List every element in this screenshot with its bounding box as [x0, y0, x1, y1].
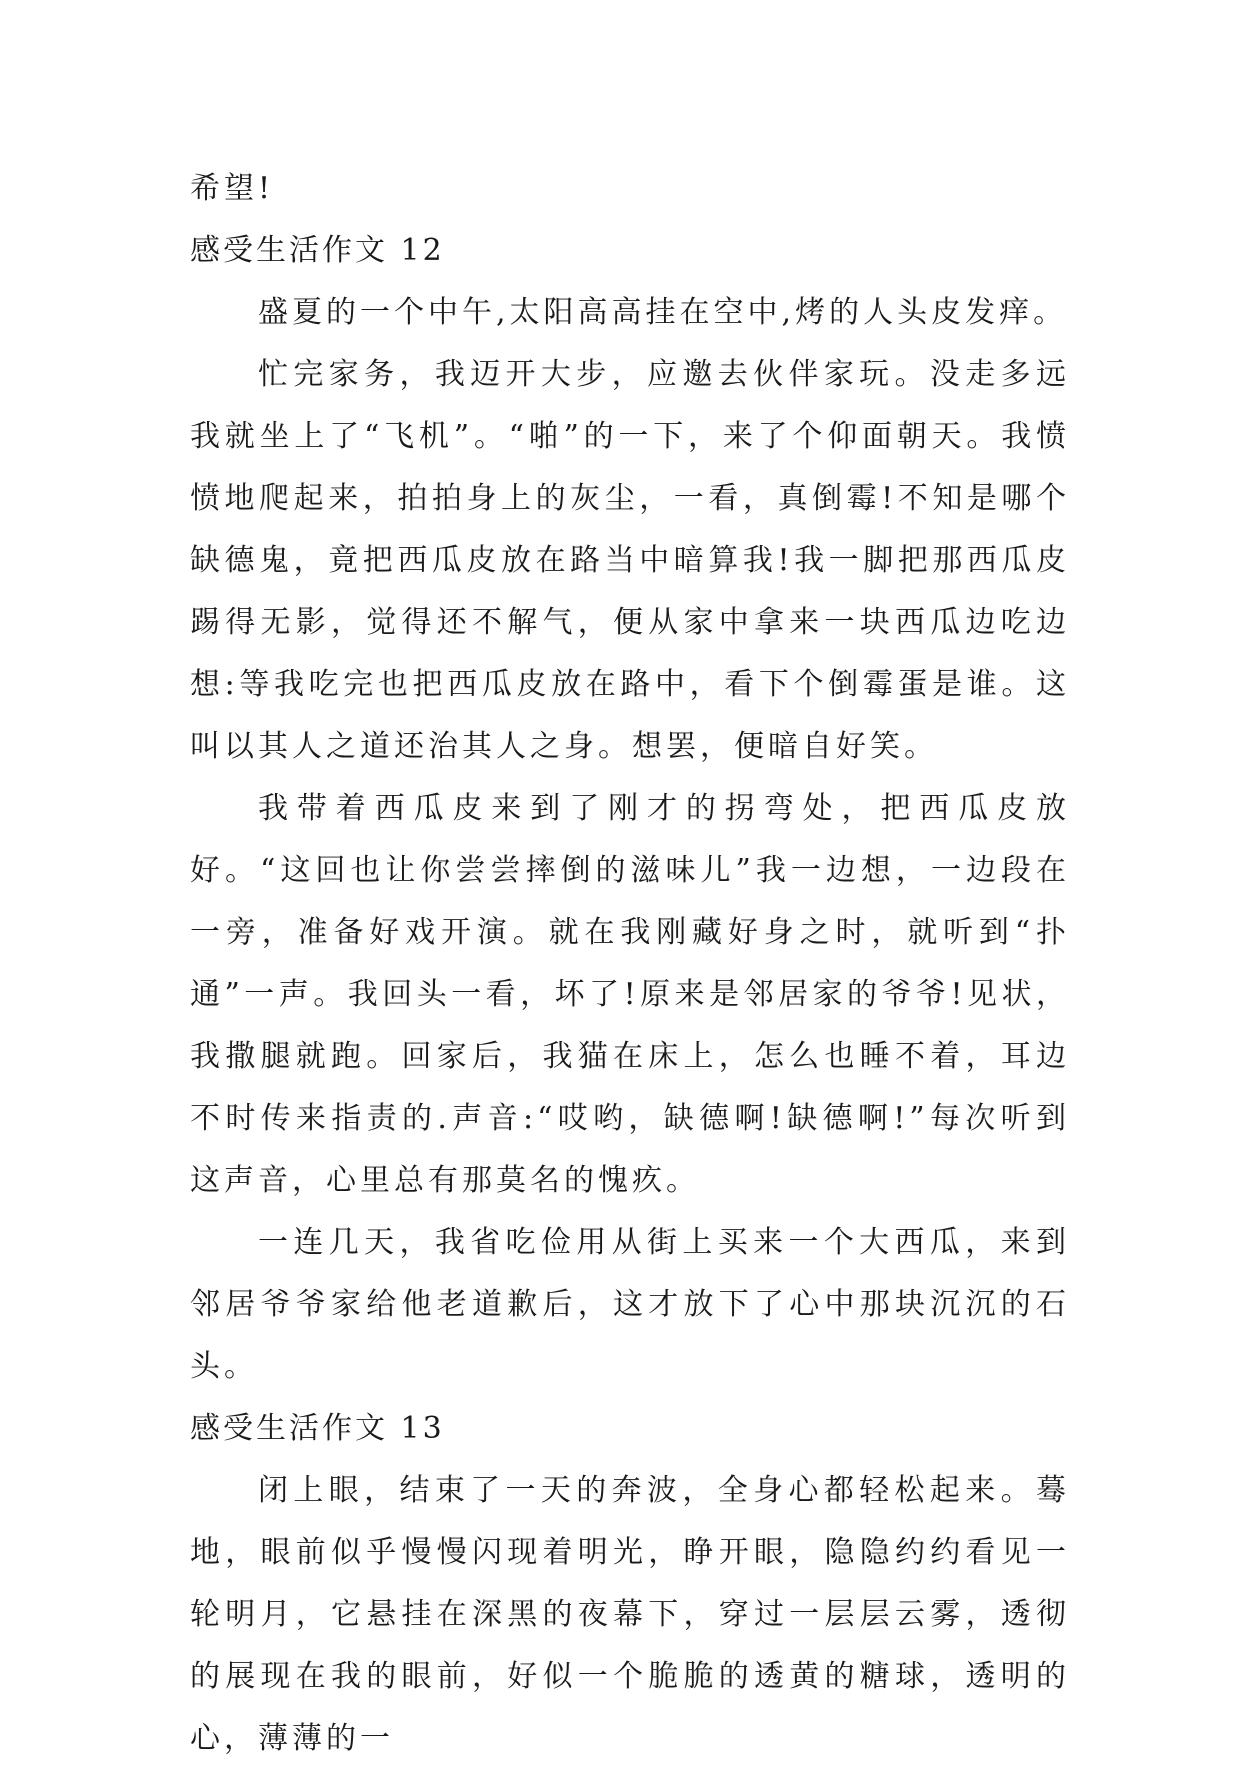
paragraph-slip-on-watermelon: 忙完家务，我迈开大步，应邀去伙伴家玩。没走多远我就坐上了“飞机”。“啪”的一下，来了个仰面朝天。我愤愤地爬起来，拍拍身上的灰尘，一看，真倒霉!不知是哪个缺德鬼，竟把西瓜皮放在路当中暗算我!我一脚把那西瓜皮踢得无影，觉得还不解气，便从家中拿来一块西瓜边吃边想:等我吃完也把西瓜皮放在路中，看下个倒霉蛋是谁。这叫以其人之道还治其人之身。想罢，便暗自好笑。: [190, 357, 1070, 764]
paragraph-closing-line: 希望!: [190, 171, 275, 206]
section-heading-12: 感受生活作文 12: [190, 233, 445, 268]
paragraph-summer-noon: 盛夏的一个中午,太阳高高挂在空中,烤的人头皮发痒。: [258, 295, 1068, 330]
section-heading-13: 感受生活作文 13: [190, 1411, 445, 1446]
paragraph-neighbor-falls: 我带着西瓜皮来到了刚才的拐弯处，把西瓜皮放好。“这回也让你尝尝摔倒的滋味儿”我一边想，一边段在一旁，准备好戏开演。就在我刚藏好身之时，就听到“扑通”一声。我回头一看，坏了!原来是邻居家的爷爷!见状，我撒腿就跑。回家后，我猫在床上，怎么也睡不着，耳边不时传来指责的.声音:“哎哟，缺德啊!缺德啊!”每次听到这声音，心里总有那莫名的愧疚。: [190, 791, 1070, 1198]
paragraph-moon: 闭上眼，结束了一天的奔波，全身心都轻松起来。蓦地，眼前似乎慢慢闪现着明光，睁开眼，隐隐约约看见一轮明月，它悬挂在深黑的夜幕下，穿过一层层云雾，透彻的展现在我的眼前，好似一个脆脆的透黄的糖球，透明的心，薄薄的一: [190, 1473, 1070, 1756]
document-body: [190, 158, 1070, 1770]
paragraph-apology: 一连几天，我省吃俭用从街上买来一个大西瓜，来到邻居爷爷家给他老道歉后，这才放下了心中那块沉沉的石头。: [190, 1225, 1070, 1384]
